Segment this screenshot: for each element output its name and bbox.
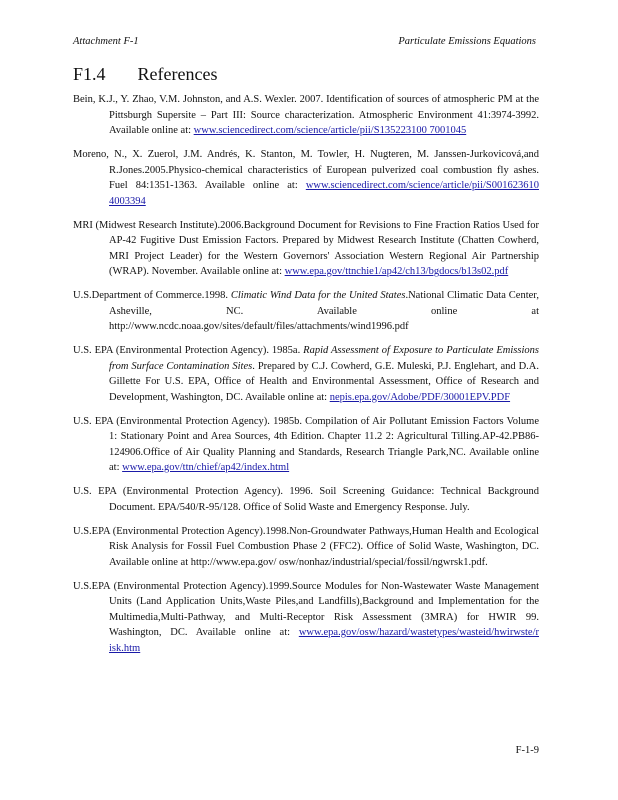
reference-entry xyxy=(73,218,539,280)
reference-entry xyxy=(73,579,539,657)
reference-text: U.S. EPA (Environmental Protection Agency). 1985b. Compilation of Air Pollutant Emission Factors Volume 1: Stationary Point and Area Sources, 4th Edition. Chapter 11.2 2: Agricultural Tilling.AP-42.PB86-124906.Office of Air Quality Planning and Standards, Research Triangle Park,NC. Available online at: xyxy=(73,415,539,473)
section-heading xyxy=(73,64,217,85)
reference-entry xyxy=(73,92,539,139)
reference-link[interactable]: www.epa.gov/osw/hazard/wastetypes/wasteid/hwirwste/r isk.htm xyxy=(109,627,539,654)
reference-text: U.S.EPA (Environmental Protection Agency).1998.Non-Groundwater Pathways,Human Health and Ecological Risk Analysis for Fossil Fuel Combustion Phase 2 (FFC2). Office of Solid Waste, Washington, DC. Available online at http://www.epa.gov/ osw/nonhaz/industrial/special/fossil/ngwrsk1.pdf. xyxy=(73,525,539,568)
reference-text: U.S.EPA (Environmental Protection Agency).1999.Source Modules for Non-Wastewater Waste Management Units (Land Application Units,Waste Piles,and Landfills),Background and Implementation for the Multimedia,Multi-Pathway, and Multi-Receptor Risk Assessment (3MRA) for HWIR 99. Washington, DC. Available online at: xyxy=(73,580,539,638)
reference-entry xyxy=(73,343,539,405)
reference-link[interactable]: nepis.epa.gov/Adobe/PDF/30001EPV.PDF xyxy=(329,391,511,403)
reference-link[interactable]: www.epa.gov/ttn/chief/ap42/index.html xyxy=(122,462,290,473)
reference-title-italic: Climatic Wind Data for the United States xyxy=(230,290,406,301)
reference-link[interactable]: www.sciencedirect.com/science/article/pii/S135223100 7001045 xyxy=(193,125,467,136)
reference-text: Moreno, N., X. Zuerol, J.M. Andrés, K. Stanton, M. Towler, H. Nugteren, M. Janssen-Jurkovicová,and R.Jones.2005.Physico-chemical characteristics of European pulverized coal combustion fly ashes. Fuel 84:1351-1363. Available online at: xyxy=(73,149,539,191)
reference-entry xyxy=(73,524,539,571)
reference-entry xyxy=(73,147,539,209)
reference-link[interactable]: www.epa.gov/ttnchie1/ap42/ch13/bgdocs/b13s02.pdf xyxy=(284,266,509,277)
reference-text: MRI (Midwest Research Institute).2006.Background Document for Revisions to Fine Fraction Ratios Used for AP-42 Fugitive Dust Emission Factors. Prepared by Midwest Research Institute (Chatten Cowherd, MRI Project Leader) for the Western Governors' Association Western Regional Air Partnership (WRAP). November. Available online at: xyxy=(73,219,539,277)
reference-text: U.S. EPA (Environmental Protection Agency). 1996. Soil Screening Guidance: Technical Background Document. EPA/540/R-95/128. Office of Solid Waste and Emergency Response. July. xyxy=(73,486,539,513)
reference-text: U.S.Department of Commerce.1998. xyxy=(73,290,231,301)
reference-entry xyxy=(73,484,539,515)
reference-link[interactable]: www.sciencedirect.com/science/article/pii/S001623610 4003394 xyxy=(109,180,539,207)
reference-entry xyxy=(73,414,539,476)
section-title: References xyxy=(137,64,218,84)
reference-title-italic: Rapid Assessment of Exposure to Particulate Emissions from Surface Contamination Sites xyxy=(109,345,539,372)
section-number: F1.4 xyxy=(73,64,106,84)
page-number: F-1-9 xyxy=(515,745,539,756)
running-header xyxy=(73,36,536,52)
reference-list xyxy=(73,92,539,665)
reference-text: . Prepared by C.J. Cowherd, G.E. Muleski, P.J. Englehart, and D.A. Gillette For U.S. EPA, Office of Health and Environmental Assessment, Office of Research and Development, Washington, DC. Available online at: xyxy=(109,360,540,403)
reference-entry xyxy=(73,288,539,335)
header-section-title: Particulate Emissions Equations xyxy=(398,36,536,47)
reference-text: Bein, K.J., Y. Zhao, V.M. Johnston, and A.S. Wexler. 2007. Identification of sources of atmospheric PM at the Pittsburgh Supersite – Part III: Source characterization. Atmospheric Environment 41:3974-3992. Available online at: xyxy=(73,94,539,136)
reference-text: U.S. EPA (Environmental Protection Agency). 1985a. xyxy=(73,345,304,356)
header-attachment: Attachment F-1 xyxy=(73,36,139,47)
reference-text: .National Climatic Data Center, Asheville, NC. Available online at http://www.ncdc.noaa.gov/sites/default/files/attachments/wind1996.pdf xyxy=(109,290,539,332)
